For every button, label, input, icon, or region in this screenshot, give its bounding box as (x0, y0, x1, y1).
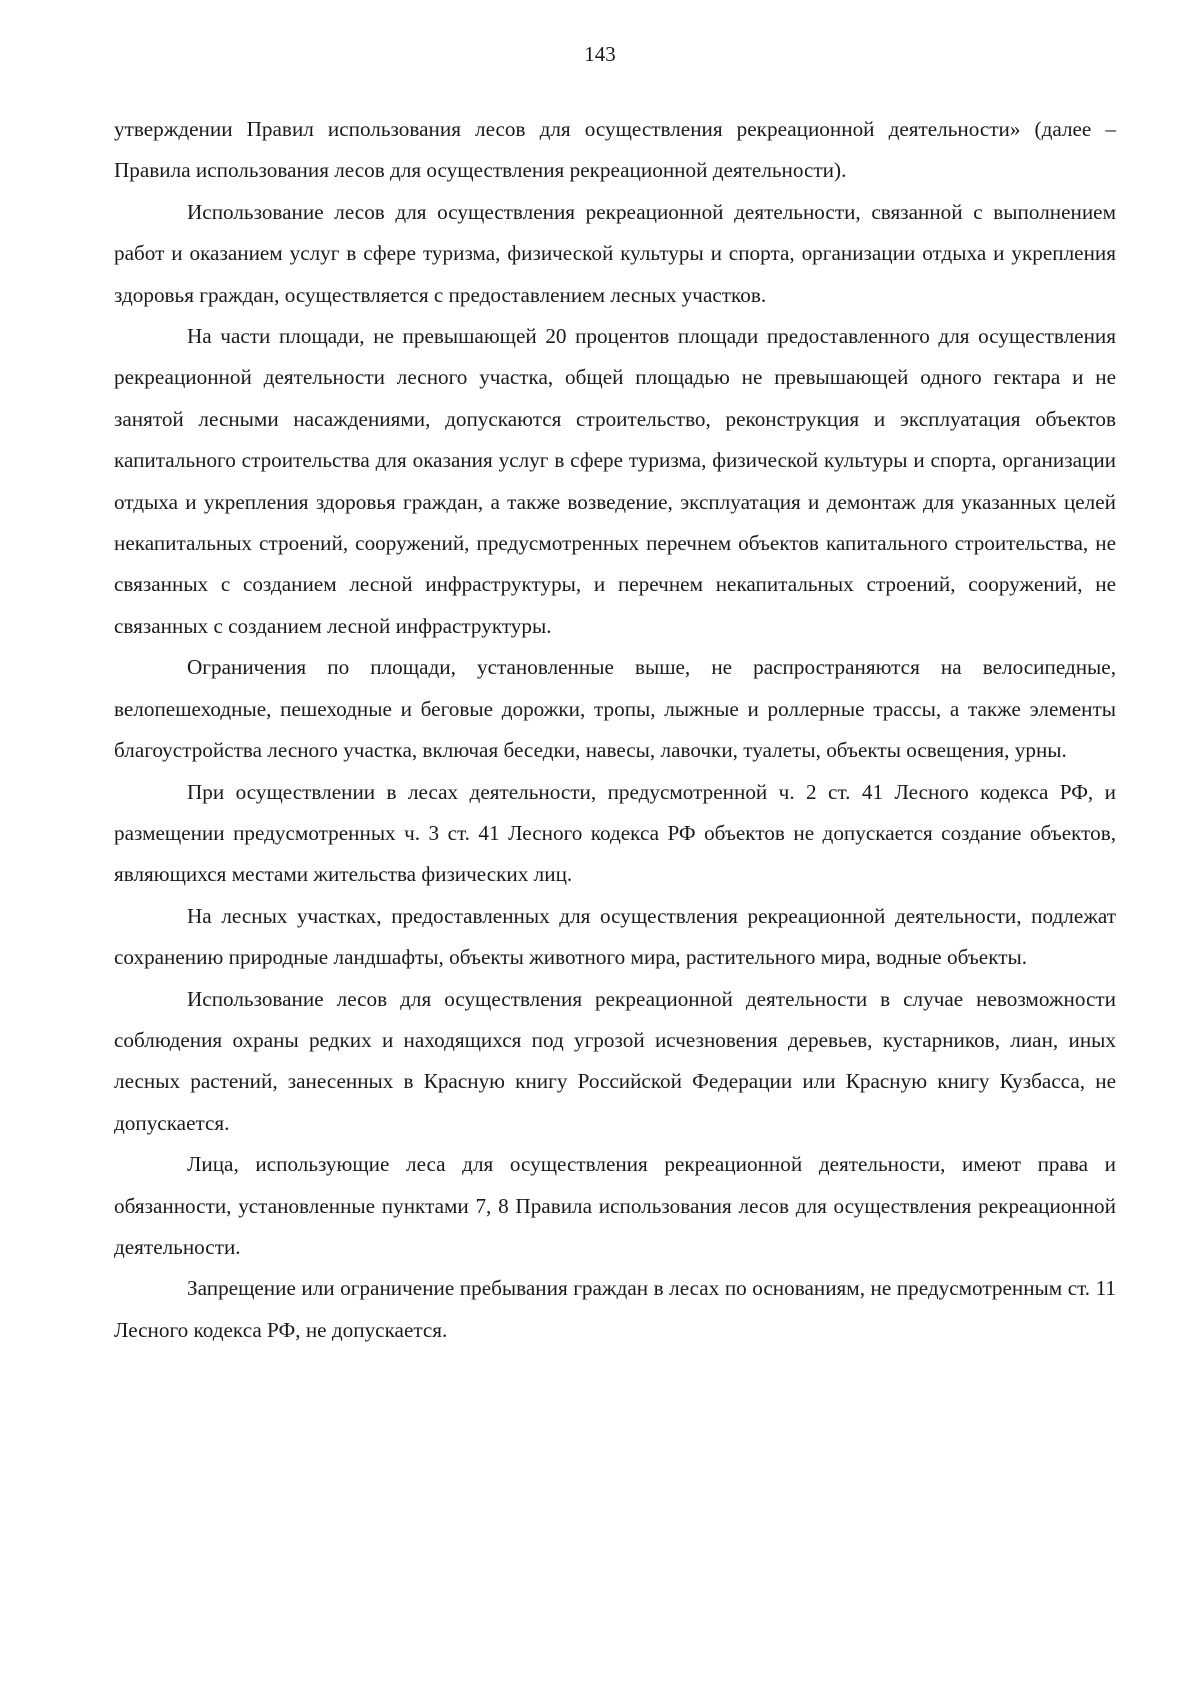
paragraph-residence-prohibition: При осуществлении в лесах деятельности, предусмотренной ч. 2 ст. 41 Лесного кодекса РФ, и размещении предусмотренных ч. 3 ст. 41 Лесного кодекса РФ объектов не допускается создание объектов, являющихся местами жительства физических лиц. (114, 779, 1116, 887)
paragraph-rights-obligations: Лица, использующие леса для осуществления рекреационной деятельности, имеют права и обязанности, установленные пунктами 7, 8 Правила использования лесов для осуществления рекреационной деятельности. (114, 1152, 1116, 1259)
paragraph-access-restriction: Запрещение или ограничение пребывания граждан в лесах по основаниям, не предусмотренным ст. 11 Лесного кодекса РФ, не допускается. (114, 1276, 1116, 1342)
paragraph-continuation: утверждении Правил использования лесов для осуществления рекреационной деятельности» (далее – Правила использования лесов для осуществления рекреационной деятельности). (114, 117, 1116, 183)
paragraph-area-exceptions: Ограничения по площади, установленные выше, не распространяются на велосипедные, велопешеходные, пешеходные и беговые дорожки, тропы, лыжные и роллерные трассы, а также элементы благоустройства лесного участка, включая беседки, навесы, лавочки, туалеты, объекты освещения, урны. (114, 655, 1116, 763)
paragraph-area-limits: На части площади, не превышающей 20 процентов площади предоставленного для осуществления рекреационной деятельности лесного участка, общей площадью не превышающей одного гектара и не занятой лесными насаждениями, допускаются строительство, реконструкция и эксплуатация объектов капитального строительства для оказания услуг в сфере туризма, физической культуры и спорта, организации отдыха и укрепления здоровья граждан, а также возведение, эксплуатация и демонтаж для указанных целей некапитальных строений, сооружений, предусмотренных перечнем объектов капитального строительства, не связанных с созданием лесной инфраструктуры, и перечнем некапитальных строений, сооружений, не связанных с созданием лесной инфраструктуры. (114, 324, 1116, 638)
page-number: 143 (584, 42, 616, 66)
document-body (114, 109, 1116, 1351)
paragraph-landscape-preservation: На лесных участках, предоставленных для осуществления рекреационной деятельности, подлежат сохранению природные ландшафты, объекты животного мира, растительного мира, водные объекты. (114, 903, 1116, 970)
paragraph-recreation-use: Использование лесов для осуществления рекреационной деятельности, связанной с выполнением работ и оказанием услуг в сфере туризма, физической культуры и спорта, организации отдыха и укрепления здоровья граждан, осуществляется с предоставлением лесных участков. (114, 199, 1116, 307)
paragraph-red-book-protection: Использование лесов для осуществления рекреационной деятельности в случае невозможности соблюдения охраны редких и находящихся под угрозой исчезновения деревьев, кустарников, лиан, иных лесных растений, занесенных в Красную книгу Российской Федерации или Красную книгу Кузбасса, не допускается. (114, 986, 1116, 1135)
